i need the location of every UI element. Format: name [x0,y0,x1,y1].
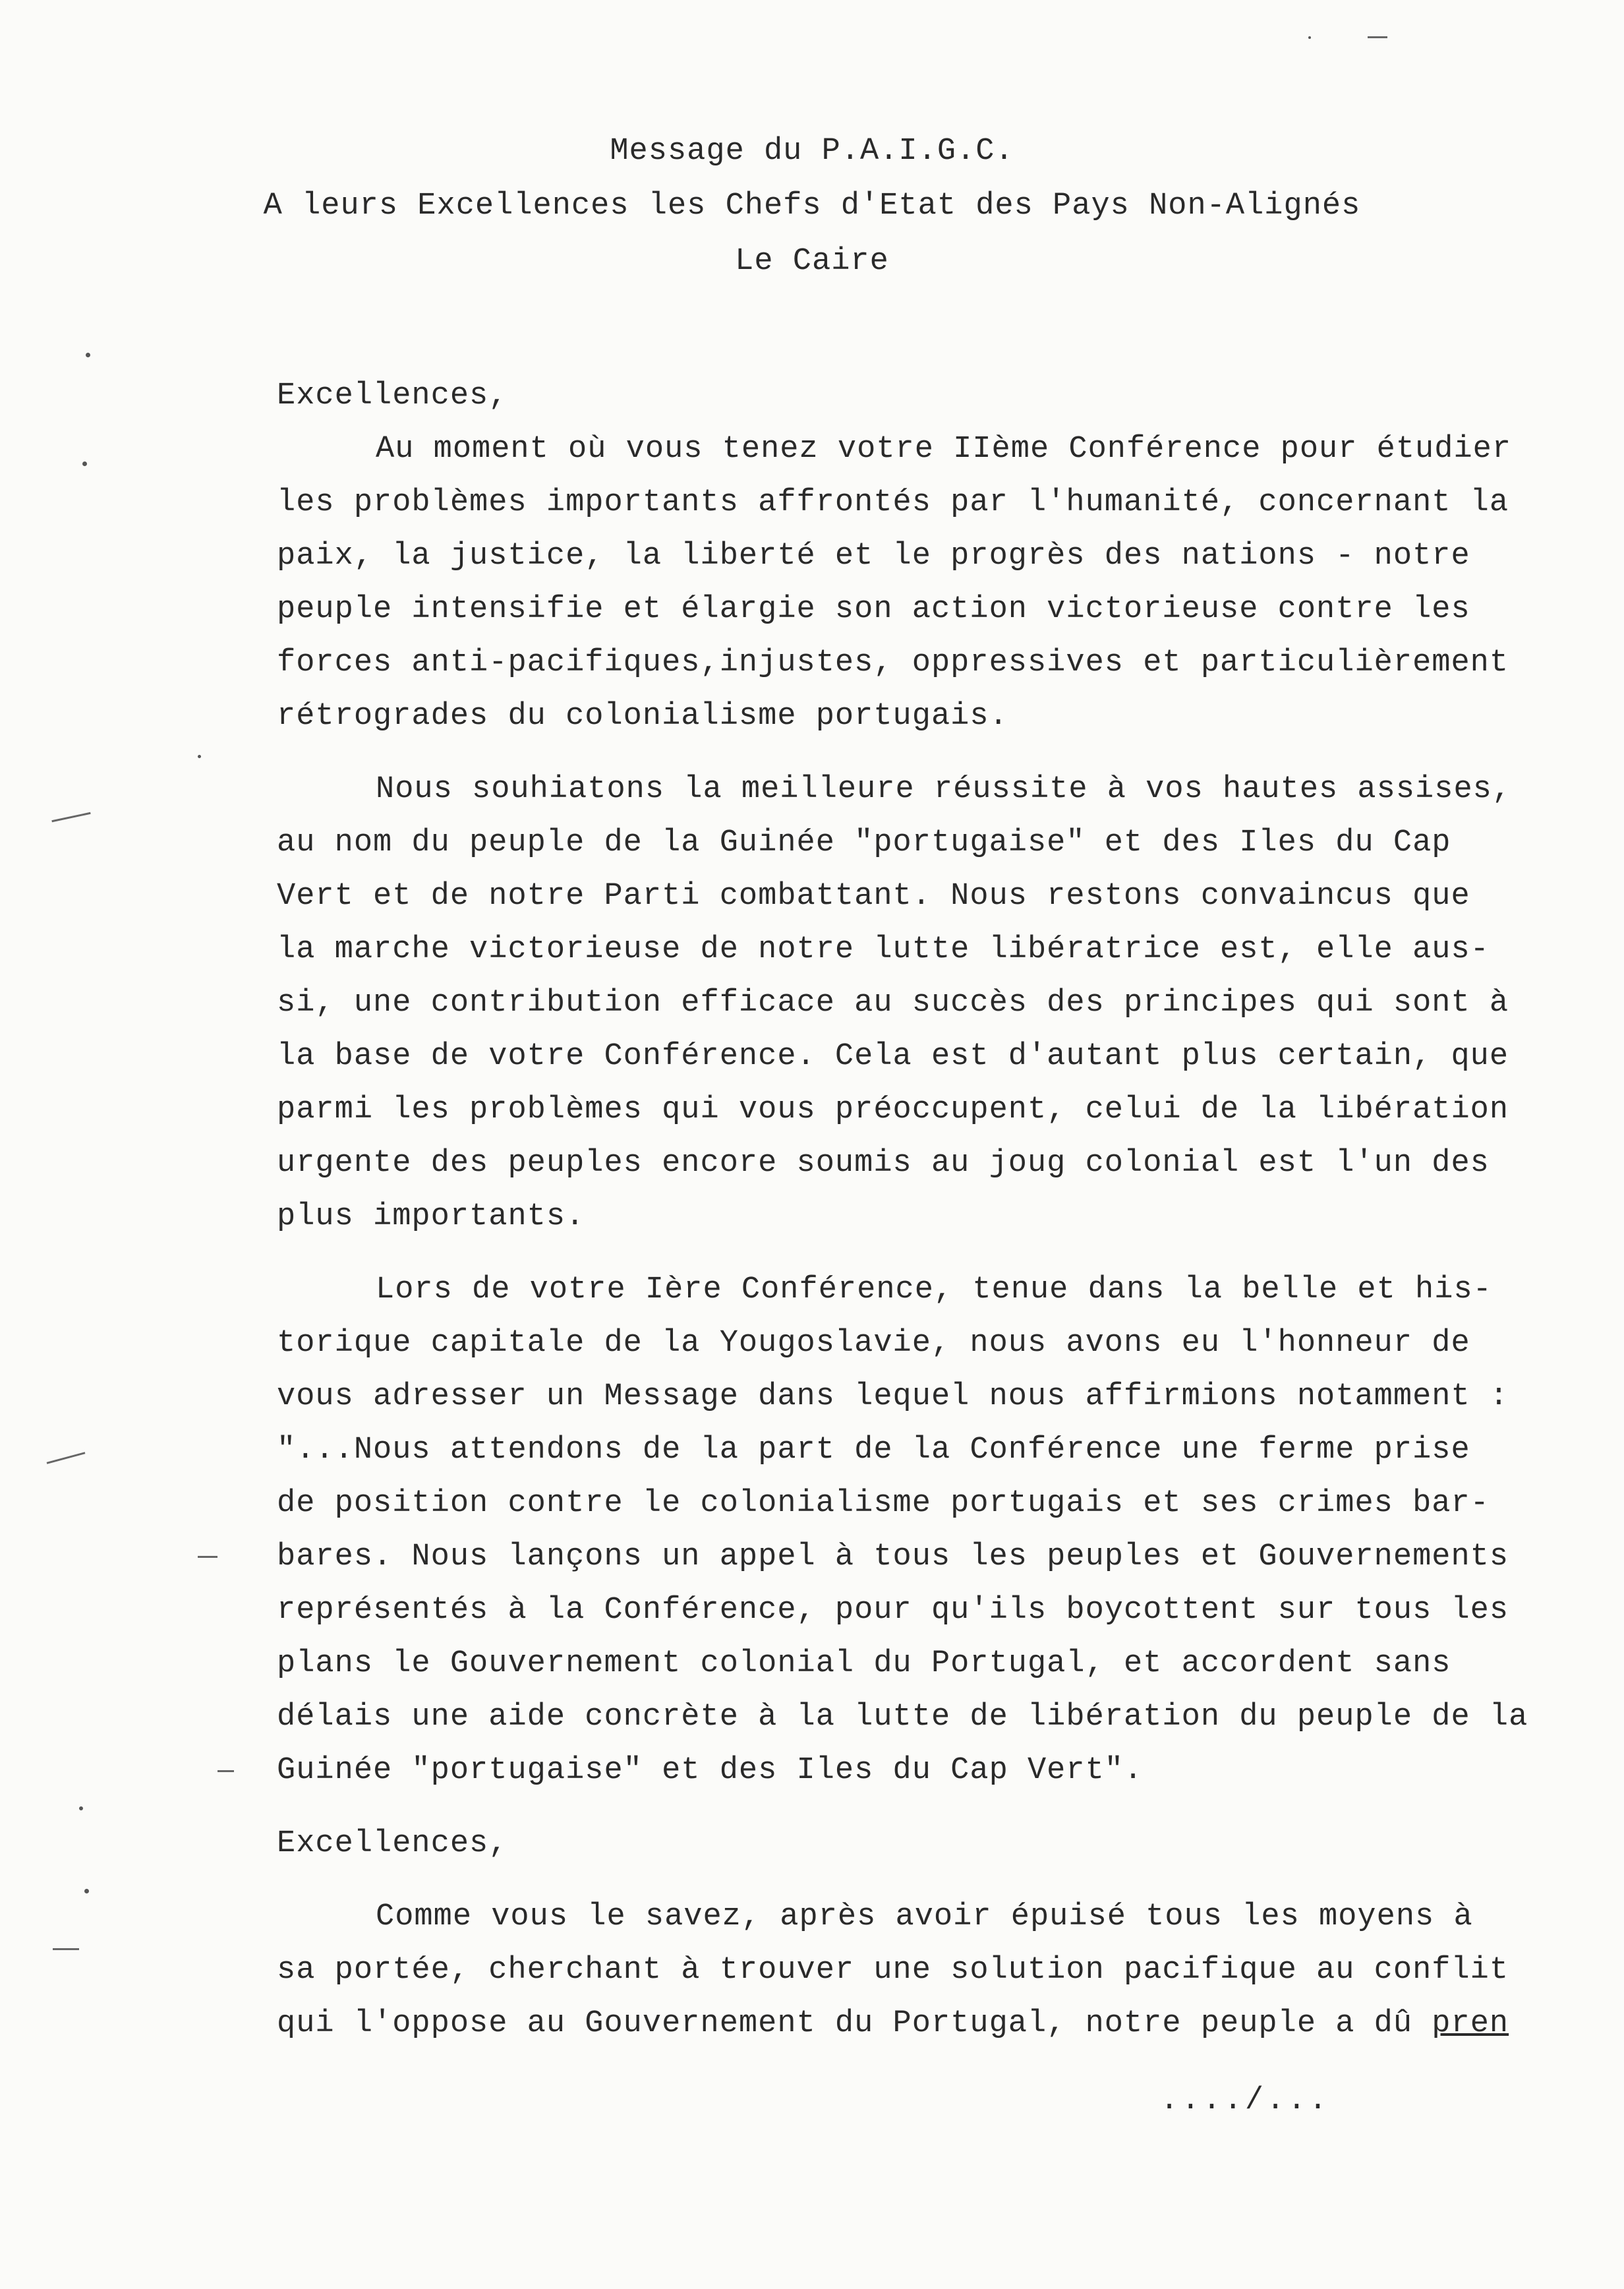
paragraph-line: si, une contribution efficace au succès des principes qui sont à [277,986,1509,1021]
paragraph-line: plans le Gouvernement colonial du Portugal, et accordent sans [277,1646,1451,1681]
paragraph-line: urgente des peuples encore soumis au joug colonial est l'un des [277,1146,1490,1181]
paragraph-line: la base de votre Conférence. Cela est d'autant plus certain, que [277,1039,1509,1074]
header-line-2: A leurs Excellences les Chefs d'Etat des Pays Non-Alignés [263,189,1361,223]
paragraph-1 [277,423,1555,743]
letter-body [277,369,1555,2050]
header-line-3: Le Caire [735,244,889,279]
header-line-1: Message du P.A.I.G.C. [610,134,1014,169]
scan-mark [47,1452,86,1464]
paragraph-line: Lors de votre Ière Conférence, tenue dans la belle et his- [376,1272,1492,1307]
scan-mark [51,812,90,822]
paragraph-line: bares. Nous lançons un appel à tous les peuples et Gouvernements [277,1539,1509,1574]
paragraph-3 [277,1263,1555,1797]
scan-mark [53,1948,79,1950]
paragraph-line: sa portée, cherchant à trouver une solution pacifique au conflit [277,1953,1509,1988]
scan-mark [218,1770,234,1772]
paragraph-line: peuple intensifie et élargie son action victorieuse contre les [277,592,1470,627]
paragraph-line: de position contre le colonialisme portugais et ses crimes bar- [277,1486,1490,1521]
paragraph-line: Au moment où vous tenez votre IIème Conférence pour étudier [376,432,1512,467]
paragraph-line: au nom du peuple de la Guinée "portugaise" et des Iles du Cap [277,825,1451,860]
paragraph-2 [277,763,1555,1243]
paragraph-line: torique capitale de la Yougoslavie, nous avons eu l'honneur de [277,1326,1470,1361]
paragraph-line: la marche victorieuse de notre lutte libératrice est, elle aus- [277,932,1490,967]
scan-mark [198,1556,218,1558]
scan-mark [1368,36,1387,38]
paragraph-line: délais une aide concrète à la lutte de libération du peuple de la [277,1700,1528,1735]
paragraph-line: les problèmes importants affrontés par l'humanité, concernant la [277,485,1509,520]
salutation: Excellences, [277,1826,508,1861]
paragraph-line: vous adresser un Message dans lequel nous affirmions notamment : [277,1379,1509,1414]
paragraph-line: rétrogrades du colonialisme portugais. [277,699,1008,734]
paragraph-line: représentés à la Conférence, pour qu'ils boycottent sur tous les [277,1593,1509,1628]
salutation: Excellences, [277,378,508,413]
paragraph-line: plus importants. [277,1199,585,1234]
paragraph-line: Comme vous le savez, après avoir épuisé tous les moyens à [376,1899,1473,1934]
paragraph-line-last [277,1997,1555,2050]
paragraph-line: Nous souhiatons la meilleure réussite à vos hautes assises, [376,772,1512,807]
paragraph-line-text: qui l'oppose au Gouvernement du Portugal, notre peuple a dû [277,2006,1432,2041]
paragraph-line: "...Nous attendons de la part de la Conférence une ferme prise [277,1433,1470,1468]
paragraph-line: forces anti-pacifiques,injustes, oppressives et particulièrement [277,645,1509,680]
paragraph-4 [277,1890,1555,2050]
continuation-marker: ..../... [1160,2083,1330,2118]
paragraph-line: Guinée "portugaise" et des Iles du Cap Vert". [277,1753,1144,1788]
paragraph-line: parmi les problèmes qui vous préoccupent, celui de la libération [277,1092,1509,1127]
underlined-word: pren [1432,2006,1509,2041]
paragraph-line: paix, la justice, la liberté et le progrès des nations - notre [277,539,1470,574]
paragraph-line: Vert et de notre Parti combattant. Nous restons convaincus que [277,879,1470,914]
